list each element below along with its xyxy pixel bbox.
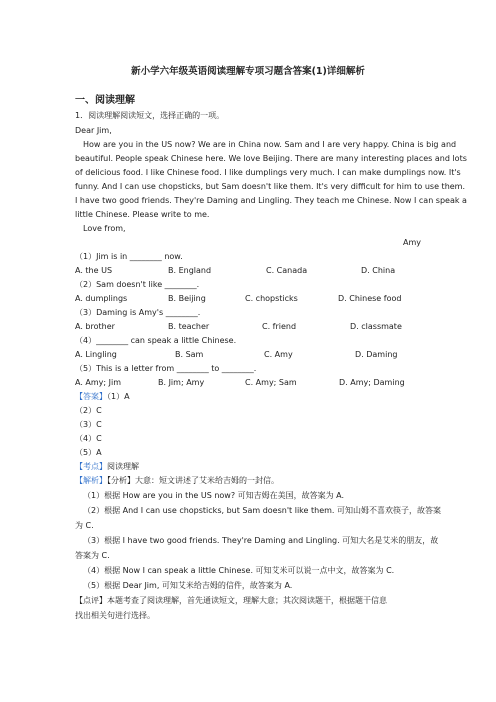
kaodian-label: 【考点】 (75, 462, 107, 471)
question-1: （1）Jim is in ________ now. (75, 252, 183, 261)
letter-line: funny. And I can use chopsticks, but Sam doesn't like them. It's very difficult for him to use them. (75, 182, 466, 191)
kaodian-text: 阅读理解 (107, 462, 139, 471)
option: C. Canada (266, 266, 308, 275)
option: B. teacher (168, 322, 210, 331)
letter-signature: Amy (403, 238, 421, 247)
option: B. Beijing (168, 294, 206, 303)
instruction: 1．阅读理解阅读短文，选择正确的一项。 (75, 111, 225, 120)
kaodian-line (75, 461, 139, 472)
jiexi-line (75, 475, 279, 486)
question-4: （4）________ can speak a little Chinese. (75, 336, 237, 345)
question-3: （3）Daming is Amy's ________. (75, 308, 201, 317)
answer-line (75, 391, 130, 402)
jiexi-label: 【解析】 (75, 476, 107, 485)
option: A. brother (75, 322, 115, 331)
option: A. Amy; Jim (75, 378, 122, 387)
document-title: 新小学六年级英语阅读理解专项习题含答案(1)详细解析 (131, 66, 365, 77)
jiexi-line: （5）根据 Dear Jim, 可知艾米给吉姆的信件，故答案为 A. (83, 581, 293, 590)
answer-2: （2）C (75, 406, 102, 415)
option: D. classmate (350, 322, 402, 331)
jiexi-line: （1）根据 How are you in the US now? 可知吉姆在美国，故答案为 A. (83, 491, 345, 500)
option: A. the US (75, 266, 113, 275)
dianping-line: 找出相关句进行选择。 (75, 611, 155, 620)
jiexi-line: （4）根据 Now I can speak a little Chinese. 可知艾米可以说一点中文，故答案为 C. (83, 566, 395, 575)
option: B. Sam (175, 350, 204, 359)
letter-line: I have two good friends. They're Daming and Lingling. They teach me Chinese. Now I can speak a (75, 196, 467, 205)
option: B. Jim; Amy (158, 378, 205, 387)
jiexi-line: 答案为 C. (75, 551, 110, 560)
option: D. Daming (355, 350, 398, 359)
option: A. Lingling (75, 350, 117, 359)
option: D. China (361, 266, 396, 275)
answer-4: （4）C (75, 434, 102, 443)
option: D. Amy; Daming (339, 378, 405, 387)
option: A. dumplings (75, 294, 128, 303)
letter-line: of delicious food. I like Chinese food. I like dumplings very much. I can make dumplings now. It's (75, 168, 461, 177)
option: C. Amy; Sam (245, 378, 297, 387)
jiexi-line: 为 C. (75, 521, 94, 530)
letter-line: How are you in the US now? We are in China now. Sam and I are very happy. China is big and (83, 140, 457, 149)
option: D. Chinese food (338, 294, 402, 303)
answer-5: （5）A (75, 448, 102, 457)
letter-closing: Love from, (83, 224, 126, 233)
option: C. chopsticks (245, 294, 298, 303)
letter-line: beautiful. People speak Chinese here. We love Beijing. There are many interesting places and lots (75, 154, 467, 163)
jiexi-summary: 【分析】大意：短文讲述了艾米给吉姆的一封信。 (107, 476, 279, 485)
question-2: （2）Sam doesn't like ________. (75, 280, 200, 289)
jiexi-line: （2）根据 And I can use chopsticks, but Sam doesn't like them. 可知山姆不喜欢筷子，故答案 (83, 506, 441, 515)
option: C. Amy (264, 350, 293, 359)
letter-greeting: Dear Jim, (75, 126, 112, 135)
dianping-line: 【点评】本题考查了阅读理解，首先通读短文，理解大意；其次阅读题干，根据题干信息 (75, 596, 387, 605)
answer-1: （1）A (107, 392, 130, 401)
question-5: （5）This is a letter from ________ to ________. (75, 364, 257, 373)
option: B. England (168, 266, 212, 275)
option: C. friend (262, 322, 297, 331)
letter-line: little Chinese. Please write to me. (75, 210, 210, 219)
answer-3: （3）C (75, 420, 102, 429)
jiexi-line: （3）根据 I have two good friends. They're Daming and Lingling. 可知大名是艾米的朋友，故 (83, 536, 439, 545)
answer-label: 【答案】 (75, 392, 107, 401)
section-heading: 一、阅读理解 (75, 95, 135, 106)
